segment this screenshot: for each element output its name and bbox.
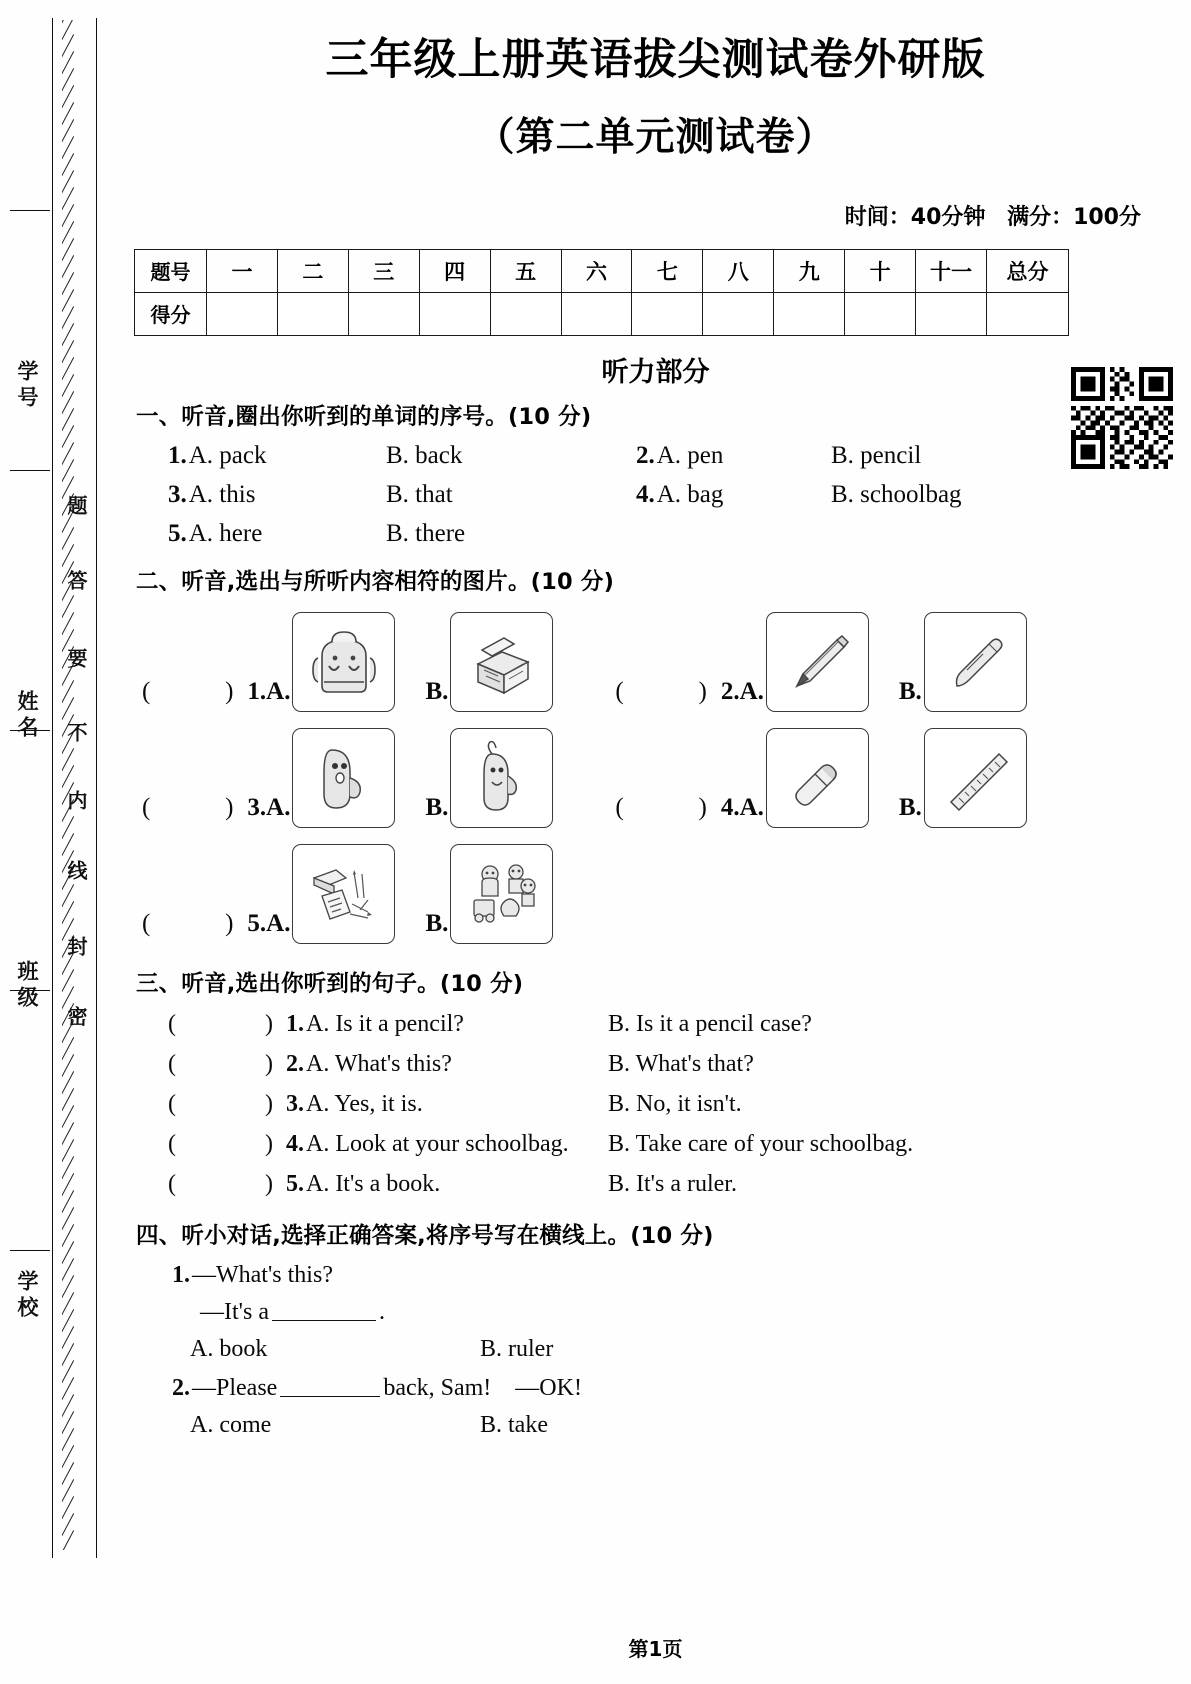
s2-item-5[interactable] (142, 844, 559, 944)
s3-item-3 (168, 1091, 1191, 1118)
s2-item-3-answer-blank[interactable]: ( ) (142, 793, 248, 821)
s4-item-1-line1: —What's this? (192, 1261, 333, 1288)
score-table (134, 249, 1069, 336)
margin-label-class: 班级 (15, 960, 39, 1012)
qr-code-icon[interactable] (1071, 367, 1173, 469)
s1-item-3-a[interactable]: A. this (188, 480, 256, 508)
s3-item-5 (168, 1171, 1191, 1198)
score-table-col-11: 十一 (916, 249, 987, 292)
score-cell[interactable] (490, 292, 561, 335)
s4-item-2-line1-mid: back, Sam! (383, 1374, 492, 1401)
listening-part-title: 听力部分 (601, 356, 710, 388)
s2-item-1[interactable] (142, 612, 559, 712)
section-1-row (168, 442, 1191, 470)
score-cell[interactable] (207, 292, 278, 335)
seal-outer-rule (52, 18, 53, 1558)
s1-item-4[interactable] (636, 481, 831, 509)
section-3-heading: 三、听音,选出你听到的句子。(10 分) (136, 970, 524, 997)
s2-item-5-b-label: B. (425, 909, 449, 937)
score-table-col-5: 五 (490, 249, 561, 292)
s2-item-4[interactable] (615, 728, 1032, 828)
s2-item-3[interactable] (142, 728, 559, 828)
score-cell[interactable] (348, 292, 419, 335)
table-row (135, 249, 1069, 292)
s1-item-5[interactable] (168, 520, 386, 548)
s2-item-1-a-label: A. (266, 677, 291, 705)
s1-item-4-b[interactable]: B. schoolbag (831, 480, 962, 508)
s3-item-4 (168, 1131, 1191, 1158)
margin-seal-char-feng: 封 (64, 936, 88, 961)
s2-item-4-num: 4. (720, 793, 740, 821)
s4-item-2-line1-post: —OK! (515, 1374, 582, 1401)
margin-seal-char-ti: 题 (64, 495, 88, 520)
section-2-picture-row (142, 840, 1191, 944)
exam-fullscore-label: 满分：100分 (1007, 204, 1141, 230)
pencil-icon[interactable] (766, 612, 869, 712)
s3-item-2-answer-blank[interactable]: ( ) (168, 1050, 286, 1077)
s2-item-4-answer-blank[interactable]: ( ) (615, 793, 721, 821)
table-row (135, 292, 1069, 335)
section-2-picture-row (142, 608, 1191, 712)
section-2-heading: 二、听音,选出与所听内容相符的图片。(10 分) (136, 568, 615, 595)
margin-label-student-number: 学号 (15, 360, 39, 412)
section-2-picture-row (142, 724, 1191, 828)
s3-item-4-num: 4. (285, 1130, 304, 1157)
score-table-col-total: 总分 (987, 249, 1069, 292)
section-1-row (168, 520, 1191, 548)
s1-item-1-num: 1. (168, 441, 187, 469)
s3-item-5-b[interactable]: B. It's a ruler. (608, 1170, 737, 1197)
s1-item-1-a[interactable]: A. pack (188, 441, 267, 469)
s3-item-1-b[interactable]: B. Is it a pencil case? (608, 1010, 812, 1037)
margin-seal-char-yao: 要 (64, 648, 88, 673)
s3-item-3-a[interactable]: A. Yes, it is. (305, 1090, 423, 1117)
exam-time-label: 时间：40分钟 (844, 204, 986, 230)
s2-item-3-a-label: A. (266, 793, 291, 821)
s1-item-2[interactable] (636, 442, 831, 470)
s3-item-2-b[interactable]: B. What's that? (608, 1050, 754, 1077)
score-cell[interactable] (632, 292, 703, 335)
s1-item-4-b-wrap[interactable] (831, 481, 962, 509)
s4-item-1 (172, 1262, 1191, 1363)
seal-divider-line (10, 470, 50, 471)
s4-item-1-choice-a[interactable]: A. book (190, 1335, 268, 1362)
score-cell[interactable] (703, 292, 774, 335)
s4-item-2-choice-a[interactable]: A. come (190, 1411, 272, 1438)
backpack-icon[interactable] (292, 612, 395, 712)
s2-item-3-b-label: B. (425, 793, 449, 821)
s4-item-2-line1-pre: —Please (192, 1374, 278, 1401)
score-cell[interactable] (845, 292, 916, 335)
eraser-icon[interactable] (766, 728, 869, 828)
s1-item-1[interactable] (168, 442, 386, 470)
s4-item-2-answer-blank[interactable] (280, 1396, 380, 1397)
s1-item-1-b[interactable]: B. back (386, 441, 463, 469)
s1-item-4-a[interactable]: A. bag (656, 480, 724, 508)
s2-item-4-a-label: A. (739, 793, 764, 821)
exam-meta (120, 200, 1141, 231)
s3-item-2-num: 2. (285, 1050, 304, 1077)
score-table-wrap (120, 231, 1191, 336)
exam-paper-body (120, 0, 1191, 1684)
s3-item-3-b[interactable]: B. No, it isn't. (608, 1090, 742, 1117)
s3-item-4-b[interactable]: B. Take care of your schoolbag. (608, 1130, 914, 1157)
s3-item-5-answer-blank[interactable]: ( ) (168, 1170, 286, 1197)
page-title: 三年级上册英语拔尖测试卷外研版 (325, 35, 986, 85)
s1-item-2-a[interactable]: A. pen (656, 441, 724, 469)
cartoon-character-a-icon[interactable] (292, 728, 395, 828)
s3-item-1-a[interactable]: A. Is it a pencil? (305, 1010, 464, 1037)
s3-item-3-num: 3. (285, 1090, 304, 1117)
s2-item-2-a-label: A. (739, 677, 764, 705)
s2-item-4-b-label: B. (898, 793, 922, 821)
s1-item-5-b-wrap[interactable] (386, 520, 636, 548)
s4-item-2 (172, 1375, 1191, 1439)
s2-item-1-num: 1. (247, 677, 267, 705)
s1-item-3-num: 3. (168, 480, 187, 508)
s4-item-2-choice-b[interactable]: B. take (480, 1411, 548, 1438)
s3-item-1-num: 1. (285, 1010, 304, 1037)
s3-item-1 (168, 1011, 1191, 1038)
score-cell[interactable] (277, 292, 348, 335)
ruler-icon[interactable] (924, 728, 1027, 828)
section-1-row (168, 481, 1191, 509)
s1-item-2-b-wrap[interactable] (831, 442, 921, 470)
s1-item-2-num: 2. (636, 441, 655, 469)
s4-item-1-choice-b[interactable]: B. ruler (480, 1335, 554, 1362)
seal-divider-line (10, 210, 50, 211)
toys-icon[interactable] (450, 844, 553, 944)
margin-seal-char-xian: 线 (64, 860, 88, 885)
s3-item-4-answer-blank[interactable]: ( ) (168, 1130, 286, 1157)
s4-item-1-line2-post: . (378, 1298, 385, 1325)
score-table-col-1: 一 (207, 249, 278, 292)
score-table-col-6: 六 (561, 249, 632, 292)
s2-item-2[interactable] (615, 612, 1032, 712)
score-table-col-3: 三 (348, 249, 419, 292)
s4-item-1-line2-pre: —It's a (200, 1298, 269, 1325)
section-1-heading: 一、听音,圈出你听到的单词的序号。(10 分) (136, 403, 592, 430)
s4-item-1-num: 1. (172, 1261, 190, 1288)
margin-seal-char-da: 答 (64, 570, 88, 595)
seal-hatch-pattern (62, 20, 88, 1550)
s4-item-2-num: 2. (172, 1374, 190, 1401)
s2-item-5-num: 5. (247, 909, 267, 937)
s1-item-5-num: 5. (168, 519, 187, 547)
pen-icon[interactable] (924, 612, 1027, 712)
s3-item-2-a[interactable]: A. What's this? (305, 1050, 452, 1077)
s1-item-1-b-wrap[interactable] (386, 442, 636, 470)
score-table-col-8: 八 (703, 249, 774, 292)
s1-item-3-b-wrap[interactable] (386, 481, 636, 509)
s1-item-5-b[interactable]: B. there (386, 519, 466, 547)
score-cell-total[interactable] (987, 292, 1069, 335)
s2-item-1-b-label: B. (425, 677, 449, 705)
s4-item-1-answer-blank[interactable] (272, 1320, 376, 1321)
score-table-col-9: 九 (774, 249, 845, 292)
s3-item-4-a[interactable]: A. Look at your schoolbag. (305, 1130, 569, 1157)
score-table-col-2: 二 (277, 249, 348, 292)
s2-item-5-a-label: A. (266, 909, 291, 937)
s2-item-3-num: 3. (247, 793, 267, 821)
s3-item-5-a[interactable]: A. It's a book. (305, 1170, 441, 1197)
s2-item-5-answer-blank[interactable]: ( ) (142, 909, 248, 937)
margin-seal-char-mi: 密 (64, 1006, 88, 1031)
score-table-rowheader-qnum: 题号 (135, 249, 207, 292)
s3-item-3-answer-blank[interactable]: ( ) (168, 1090, 286, 1117)
s1-item-3-b[interactable]: B. that (386, 480, 453, 508)
margin-label-name: 姓名 (15, 690, 39, 742)
section-4-heading: 四、听小对话,选择正确答案,将序号写在横线上。(10 分) (136, 1222, 714, 1249)
s1-item-3[interactable] (168, 481, 386, 509)
s3-item-1-answer-blank[interactable]: ( ) (168, 1010, 286, 1037)
s1-item-2-b[interactable]: B. pencil (831, 441, 922, 469)
page-footer: 第1页 (628, 1637, 683, 1661)
score-cell[interactable] (419, 292, 490, 335)
s2-item-1-answer-blank[interactable]: ( ) (142, 677, 248, 705)
pencil-box-icon[interactable] (450, 612, 553, 712)
margin-seal-char-nei: 内 (64, 790, 88, 815)
s1-item-5-a[interactable]: A. here (188, 519, 263, 547)
s2-item-2-num: 2. (720, 677, 740, 705)
s2-item-2-b-label: B. (898, 677, 922, 705)
s1-item-4-num: 4. (636, 480, 655, 508)
page-subtitle: （第二单元测试卷） (475, 114, 836, 160)
seal-divider-line (10, 1250, 50, 1251)
score-table-rowheader-score: 得分 (135, 292, 207, 335)
margin-seal-char-bu: 不 (64, 722, 88, 747)
seal-margin-column (0, 0, 120, 1684)
seal-inner-rule (96, 18, 97, 1558)
score-cell[interactable] (916, 292, 987, 335)
s3-item-5-num: 5. (285, 1170, 304, 1197)
cartoon-character-b-icon[interactable] (450, 728, 553, 828)
margin-label-school: 学校 (15, 1270, 39, 1322)
s3-item-2 (168, 1051, 1191, 1078)
score-table-col-7: 七 (632, 249, 703, 292)
school-supplies-icon[interactable] (292, 844, 395, 944)
score-table-col-10: 十 (845, 249, 916, 292)
score-table-col-4: 四 (419, 249, 490, 292)
s2-item-2-answer-blank[interactable]: ( ) (615, 677, 721, 705)
score-cell[interactable] (561, 292, 632, 335)
score-cell[interactable] (774, 292, 845, 335)
